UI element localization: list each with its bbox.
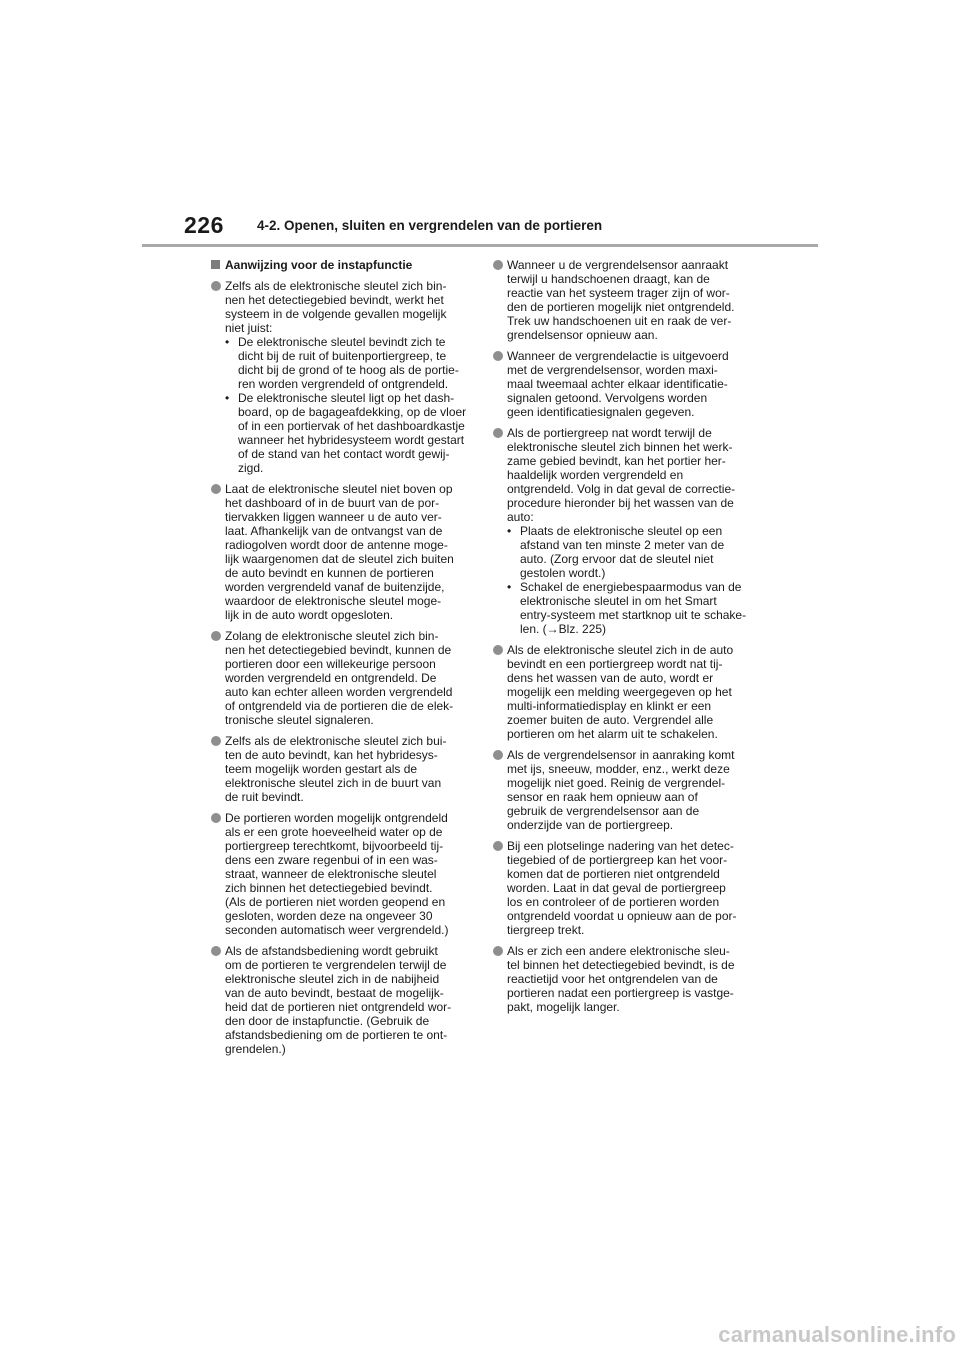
list-item: [493, 748, 751, 832]
sub-bullet-icon: •: [507, 524, 512, 538]
bullet-dot-icon: [493, 841, 503, 851]
sub-paragraph: Schakel de energiebespaarmodus van de elektronische sleutel in om het Smart entry-systeem met startknop uit te schake- len. (→Blz. 225): [520, 580, 747, 636]
paragraph: Als de elektronische sleutel zich in de auto bevindt en een portiergreep wordt nat tij- dens het wassen van de auto, wordt er mogelijk een melding weergegeven op het multi-informatiedisplay en klinkt er een zoemer buiten de auto. Vergrendel alle portieren om het alarm uit te schakelen.: [507, 643, 734, 741]
page-number: 226: [184, 212, 224, 238]
sub-list-item: [225, 391, 469, 475]
list-item: [211, 629, 469, 727]
paragraph: Zolang de elektronische sleutel zich bin- nen het detectiegebied bevindt, kunnen de portieren door een willekeurige persoon worden vergrendeld en ontgrendeld. De auto kan echter alleen worden vergrendeld of ontgrendeld via de portieren die de elek- tronische sleutel signaleren.: [225, 629, 454, 727]
list-item: [211, 279, 469, 475]
bullet-dot-icon: [211, 813, 221, 823]
left-column: [211, 258, 469, 1063]
paragraph: Als de vergrendelsensor in aanraking komt met ijs, sneeuw, modder, enz., werkt deze mogelijk niet goed. Reinig de vergrendel- sensor en raak hem opnieuw aan of gebruik de vergrendelsensor aan de onderzijde van de portiergreep.: [507, 748, 735, 832]
sub-list-item: [225, 335, 469, 391]
sub-bullet-icon: •: [225, 391, 230, 405]
list-item: [493, 258, 751, 342]
paragraph: Bij een plotselinge nadering van het detec- tiegebied of de portiergreep kan het voor- komen dat de portieren niet ontgrendeld worden. Laat in dat geval de portiergreep los en controleer of de portieren worden ontgrendeld voordat u opnieuw aan de por- tiergreep trekt.: [507, 839, 737, 937]
square-bullet-icon: [211, 260, 220, 269]
paragraph: Zelfs als de elektronische sleutel zich bui- ten de auto bevindt, kan het hybridesys- teem mogelijk worden gestart als de elektronische sleutel zich in de buurt van de ruit bevindt.: [225, 734, 447, 804]
list-item: [211, 811, 469, 937]
paragraph: Als de portiergreep nat wordt terwijl de elektronische sleutel zich binnen het werk- zame gebied bevindt, kan het portier her- haaldelijk worden vergrendeld en ontgrendeld. Volg in dat geval de correctie- procedure hieronder bij het wassen van de auto:: [507, 426, 736, 524]
sub-paragraph: De elektronische sleutel ligt op het dash- board, op de bagageafdekking, op de vloer of in een portiervak of het dashboardkastje wanneer het hybridesysteem wordt gestart of de stand van het contact wordt gewij- zigd.: [238, 391, 467, 475]
section-title: Aanwijzing voor de instapfunctie: [225, 258, 413, 272]
bullet-dot-icon: [211, 631, 221, 641]
sub-bullet-icon: •: [225, 335, 230, 349]
bullet-dot-icon: [493, 946, 503, 956]
bullet-dot-icon: [493, 645, 503, 655]
bullet-dot-icon: [211, 281, 221, 291]
sub-list-item: [507, 524, 751, 580]
paragraph: Als de afstandsbediening wordt gebruikt om de portieren te vergrendelen terwijl de elektronische sleutel zich in de nabijheid van de auto bevindt, bestaat de mogelijk- heid dat de portieren niet ontgrendeld wor- den door de instapfunctie. (Gebruik de afstandsbediening om de portieren te ont- grendelen.): [225, 944, 452, 1056]
chapter-title: 4-2. Openen, sluiten en vergrendelen van de portieren: [257, 218, 603, 233]
bullet-dot-icon: [211, 484, 221, 494]
header-divider: [142, 244, 818, 247]
paragraph: Zelfs als de elektronische sleutel zich bin- nen het detectiegebied bevindt, werkt het systeem in de volgende gevallen mogelijk niet juist:: [225, 279, 447, 335]
paragraph: Wanneer de vergrendelactie is uitgevoerd met de vergrendelsensor, worden maxi- maal tweemaal achter elkaar identificatie- signalen getoond. Vervolgens worden geen identificatiesignalen gegeven.: [507, 349, 729, 419]
section-heading: [211, 258, 469, 272]
paragraph: Wanneer u de vergrendelsensor aanraakt terwijl u handschoenen draagt, kan de reactie van het systeem trager zijn of wor- den de portieren mogelijk niet ontgrendeld. Trek uw handschoenen uit en raak de ver- grendelsensor opnieuw aan.: [507, 258, 735, 342]
right-column: [493, 258, 751, 1021]
sub-bullet-icon: •: [507, 580, 512, 594]
list-item: [211, 734, 469, 804]
list-item: [493, 839, 751, 937]
bullet-dot-icon: [211, 736, 221, 746]
list-item: [493, 349, 751, 419]
bullet-dot-icon: [493, 351, 503, 361]
watermark-text: carmanualsonline.info: [718, 1322, 956, 1347]
list-item: [211, 482, 469, 622]
sub-paragraph: Plaats de elektronische sleutel op een afstand van ten minste 2 meter van de auto. (Zorg ervoor dat de sleutel niet gestolen wordt.): [520, 524, 725, 580]
sub-list-item: [507, 580, 751, 636]
bullet-dot-icon: [493, 428, 503, 438]
list-item: [493, 643, 751, 741]
bullet-dot-icon: [493, 260, 503, 270]
list-item: [211, 944, 469, 1056]
sub-paragraph: De elektronische sleutel bevindt zich te dicht bij de ruit of buitenportiergreep, te dicht bij de grond of te hoog als de portie- ren worden vergrendeld of ontgrendeld.: [238, 335, 459, 391]
list-item: [493, 944, 751, 1014]
paragraph: Laat de elektronische sleutel niet boven op het dashboard of in de buurt van de por- tiervakken liggen wanneer u de auto ver- laat. Afhankelijk van de ontvangst van de radiogolven wordt door de antenne moge- lijk waargenomen dat de sleutel zich buiten de auto bevindt en kunnen de portieren worden vergrendeld vanaf de buitenzijde, waardoor de elektronische sleutel moge- lijk in de auto wordt opgesloten.: [225, 482, 454, 622]
paragraph: Als er zich een andere elektronische sleu- tel binnen het detectiegebied bevindt, is de reactietijd voor het ontgrendelen van de portieren nadat een portiergreep is vastge- pakt, mogelijk langer.: [507, 944, 735, 1014]
bullet-dot-icon: [493, 750, 503, 760]
bullet-dot-icon: [211, 946, 221, 956]
list-item: [493, 426, 751, 636]
paragraph: De portieren worden mogelijk ontgrendeld als er een grote hoeveelheid water op de portiergreep terechtkomt, bijvoorbeeld tij- dens een zware regenbui of in een was- straat, wanneer de elektronische sleutel zich binnen het detectiegebied bevindt. (Als de portieren niet worden geopend en gesloten, worden deze na ongeveer 30 seconden automatisch weer vergrendeld.): [225, 811, 449, 937]
